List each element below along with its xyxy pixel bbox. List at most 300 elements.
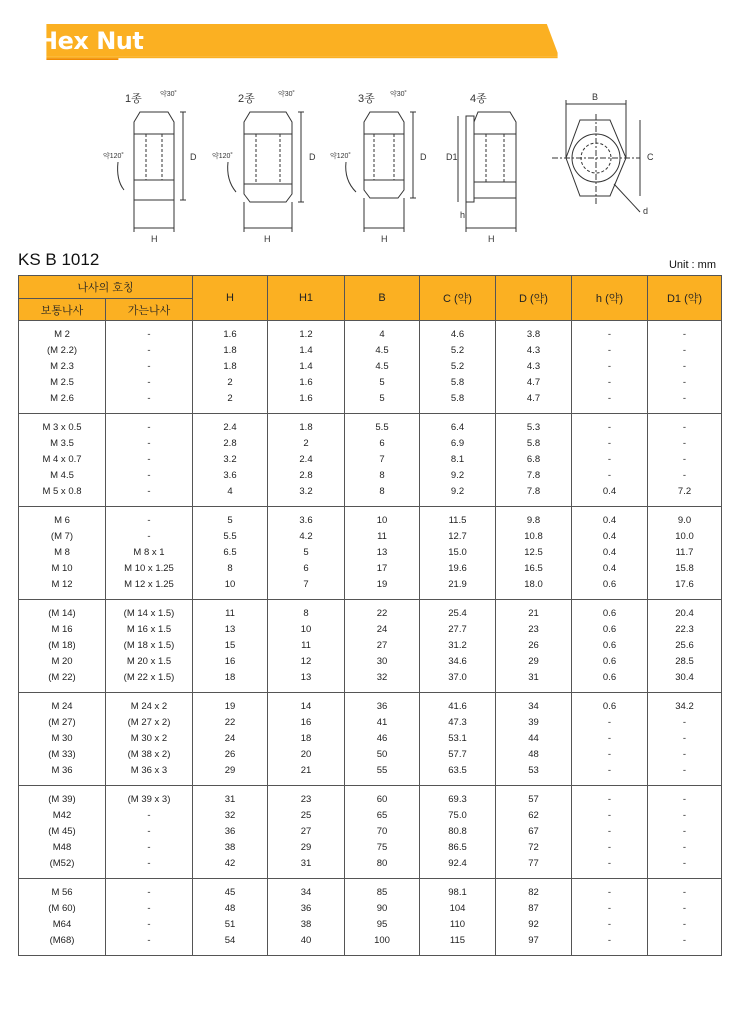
col-header-H1: H1 <box>268 276 345 321</box>
cell-value: 7.2 <box>677 486 692 497</box>
cell-value: - <box>147 810 151 821</box>
cell-value: 13 <box>300 672 312 683</box>
table-cell-fine <box>106 414 193 507</box>
cell-value: - <box>607 749 612 760</box>
cell-value: - <box>607 393 612 404</box>
cell-value: 21 <box>528 608 539 619</box>
cell-value: 0.6 <box>602 624 617 635</box>
cell-value: 87 <box>528 903 539 914</box>
cell-value: 45 <box>224 887 236 898</box>
cell-value: 20.4 <box>675 608 694 619</box>
cell-value: 15.0 <box>448 547 467 558</box>
cell-value: 0.6 <box>602 640 617 651</box>
cell-value: 10 <box>376 515 388 526</box>
cell-value: 9.2 <box>450 486 465 497</box>
table-cell-D1 <box>648 600 722 693</box>
cell-value: - <box>607 361 612 372</box>
cell-value: M 3.5 <box>50 438 74 449</box>
C-label: C <box>647 152 654 162</box>
cell-value: 5.5 <box>223 531 237 542</box>
cell-value: 18.0 <box>524 579 543 590</box>
table-cell-D <box>496 693 572 786</box>
cell-value: 92 <box>528 919 539 930</box>
cell-value: 7 <box>379 454 385 465</box>
table-cell-fine <box>106 321 193 414</box>
cell-value: 26 <box>528 640 539 651</box>
H-label-2: H <box>264 234 271 244</box>
cell-value: 11 <box>225 608 235 619</box>
cell-value: 31 <box>528 672 539 683</box>
angle-30-label-3: 약30˚ <box>390 91 407 98</box>
cell-value: 2.8 <box>299 470 313 481</box>
cell-value: 29 <box>528 656 539 667</box>
table-cell-B <box>345 414 420 507</box>
table-cell-h <box>572 507 648 600</box>
cell-value: 1.8 <box>299 422 313 433</box>
cell-value: 27 <box>300 826 312 837</box>
cell-value: 0.4 <box>602 547 617 558</box>
cell-value: - <box>607 438 612 449</box>
cell-value: 0.4 <box>602 515 617 526</box>
cell-value: 16 <box>300 717 312 728</box>
cell-value: - <box>147 515 151 526</box>
cell-value: - <box>682 717 687 728</box>
table-row-group <box>19 879 722 956</box>
D-label-2: D <box>309 152 316 162</box>
table-cell-normal <box>19 600 106 693</box>
cell-value: 95 <box>376 919 388 930</box>
table-cell-h <box>572 321 648 414</box>
cell-value: 12 <box>300 656 312 667</box>
cell-value: - <box>682 470 687 481</box>
angle-30-label: 약30˚ <box>160 91 177 98</box>
table-cell-C <box>420 693 496 786</box>
table-cell-fine <box>106 693 193 786</box>
cell-value: M48 <box>52 842 72 853</box>
col-header-D: D (약) <box>496 276 572 321</box>
cell-value: 2.4 <box>223 422 237 433</box>
cell-value: 1.2 <box>299 329 313 340</box>
cell-value: 6 <box>303 563 309 574</box>
table-cell-H <box>193 321 268 414</box>
cell-value: 2 <box>227 377 233 388</box>
cell-value: - <box>147 470 151 481</box>
cell-value: 8 <box>379 470 385 481</box>
cell-value: 38 <box>300 919 312 930</box>
table-cell-H1 <box>268 600 345 693</box>
cell-value: (M 39) <box>48 794 76 805</box>
table-row-group <box>19 507 722 600</box>
table-cell-H1 <box>268 786 345 879</box>
cell-value: 11 <box>377 531 387 542</box>
cell-value: - <box>607 794 612 805</box>
cell-value: M 4.5 <box>50 470 74 481</box>
cell-value: 16.5 <box>524 563 543 574</box>
cell-value: 5 <box>379 393 385 404</box>
cell-value: 86.5 <box>448 842 467 853</box>
cell-value: (M 38 x 2) <box>127 749 171 760</box>
cell-value: - <box>607 842 612 853</box>
cell-value: 5.5 <box>375 422 389 433</box>
cell-value: 54 <box>224 935 236 946</box>
cell-value: 40 <box>300 935 312 946</box>
cell-value: - <box>607 765 612 776</box>
table-cell-normal <box>19 693 106 786</box>
cell-value: 4.7 <box>526 393 541 404</box>
cell-value: 25.4 <box>448 608 467 619</box>
cell-value: 50 <box>376 749 388 760</box>
cell-value: 18 <box>300 733 312 744</box>
cell-value: - <box>147 345 151 356</box>
table-cell-C <box>420 507 496 600</box>
cell-value: 4.3 <box>526 361 541 372</box>
H-label-4: H <box>488 234 495 244</box>
cell-value: 82 <box>528 887 539 898</box>
table-row-group <box>19 786 722 879</box>
col-header-D1: D1 (약) <box>648 276 722 321</box>
cell-value: (M52) <box>49 858 75 869</box>
spec-table <box>18 275 722 956</box>
cell-value: 104 <box>449 903 466 914</box>
cell-value: M 8 x 1 <box>133 547 165 558</box>
type-4-label: 4종 <box>470 93 487 105</box>
cell-value: 4.5 <box>375 345 389 356</box>
cell-value: - <box>682 826 687 837</box>
cell-value: 55 <box>376 765 388 776</box>
D-label: D <box>190 152 197 162</box>
cell-value: 32 <box>376 672 388 683</box>
cell-value: - <box>682 438 687 449</box>
cell-value: 0.4 <box>602 486 617 497</box>
table-cell-h <box>572 786 648 879</box>
cell-value: 15 <box>224 640 236 651</box>
cell-value: 4 <box>227 486 233 497</box>
cell-value: 98.1 <box>448 887 467 898</box>
cell-value: 3.8 <box>526 329 541 340</box>
table-cell-normal <box>19 414 106 507</box>
cell-value: - <box>147 842 151 853</box>
cell-value: - <box>607 717 612 728</box>
cell-value: 5 <box>379 377 385 388</box>
cell-value: - <box>147 919 151 930</box>
col-header-fine-thread: 가는나사 <box>106 299 193 321</box>
table-cell-normal <box>19 507 106 600</box>
cell-value: - <box>682 393 687 404</box>
cell-value: - <box>607 345 612 356</box>
cell-value: - <box>682 810 687 821</box>
cell-value: 17 <box>376 563 388 574</box>
cell-value: - <box>147 393 151 404</box>
cell-value: 36 <box>224 826 236 837</box>
cell-value: 5 <box>303 547 309 558</box>
cell-value: - <box>682 887 687 898</box>
cell-value: 7 <box>303 579 309 590</box>
cell-value: 36 <box>300 903 312 914</box>
cell-value: 1.8 <box>223 361 237 372</box>
cell-value: (M 39 x 3) <box>127 794 171 805</box>
H-label: H <box>151 234 158 244</box>
cell-value: 32 <box>224 810 236 821</box>
cell-value: M 8 <box>54 547 70 558</box>
cell-value: 11 <box>301 640 311 651</box>
cell-value: 57.7 <box>448 749 467 760</box>
table-row-group <box>19 321 722 414</box>
table-cell-H <box>193 879 268 956</box>
table-cell-B <box>345 600 420 693</box>
cell-value: - <box>147 486 151 497</box>
table-cell-normal <box>19 786 106 879</box>
cell-value: - <box>682 422 687 433</box>
cell-value: 2 <box>227 393 233 404</box>
table-cell-D1 <box>648 693 722 786</box>
cell-value: 8 <box>379 486 385 497</box>
cell-value: 22.3 <box>675 624 694 635</box>
cell-value: M 2.5 <box>50 377 74 388</box>
type-2-label: 2종 <box>238 93 255 105</box>
cell-value: 37.0 <box>448 672 467 683</box>
cell-value: 11.7 <box>675 547 694 558</box>
thread-designation-header: 나사의 호칭 <box>19 276 193 299</box>
cell-value: (M 27) <box>48 717 76 728</box>
table-row-group <box>19 600 722 693</box>
table-cell-D <box>496 414 572 507</box>
nut-top-view <box>552 92 654 216</box>
cell-value: 65 <box>376 810 388 821</box>
cell-value: 29 <box>300 842 312 853</box>
cell-value: - <box>682 794 687 805</box>
cell-value: - <box>147 377 151 388</box>
cell-value: 41.6 <box>448 701 467 712</box>
cell-value: 30.4 <box>675 672 694 683</box>
cell-value: 1.6 <box>223 329 237 340</box>
table-cell-H <box>193 414 268 507</box>
cell-value: (M 22) <box>48 672 76 683</box>
cell-value: M 36 <box>51 765 73 776</box>
cell-value: 0.6 <box>602 656 617 667</box>
cell-value: 6.4 <box>450 422 465 433</box>
cell-value: M 3 x 0.5 <box>42 422 82 433</box>
cell-value: - <box>147 903 151 914</box>
cell-value: M 36 x 3 <box>130 765 168 776</box>
table-cell-normal <box>19 879 106 956</box>
table-cell-fine <box>106 600 193 693</box>
cell-value: - <box>607 810 612 821</box>
cell-value: 51 <box>224 919 236 930</box>
cell-value: 39 <box>528 717 539 728</box>
table-cell-C <box>420 879 496 956</box>
cell-value: - <box>682 842 687 853</box>
cell-value: (M 22 x 1.5) <box>123 672 175 683</box>
cell-value: 25.6 <box>675 640 694 651</box>
type-1-label: 1종 <box>125 93 142 105</box>
cell-value: M 12 x 1.25 <box>124 579 174 590</box>
cell-value: 0.6 <box>602 672 617 683</box>
table-cell-D <box>496 321 572 414</box>
table-cell-fine <box>106 786 193 879</box>
angle-120-label: 약120˚ <box>103 153 124 160</box>
table-cell-B <box>345 693 420 786</box>
cell-value: - <box>682 935 687 946</box>
type-3-label: 3종 <box>358 93 375 105</box>
cell-value: - <box>682 903 687 914</box>
cell-value: 53.1 <box>448 733 467 744</box>
cell-value: 23 <box>300 794 312 805</box>
cell-value: 34 <box>300 887 312 898</box>
cell-value: 100 <box>374 935 390 946</box>
cell-value: M 10 x 1.25 <box>124 563 174 574</box>
cell-value: M 10 <box>51 563 73 574</box>
cell-value: - <box>607 826 612 837</box>
cell-value: 75 <box>376 842 388 853</box>
cell-value: 6 <box>379 438 385 449</box>
cell-value: 42 <box>224 858 236 869</box>
cell-value: (M 60) <box>48 903 76 914</box>
cell-value: 53 <box>528 765 539 776</box>
cell-value: 0.6 <box>602 608 617 619</box>
cell-value: 62 <box>528 810 539 821</box>
cell-value: 26 <box>224 749 236 760</box>
cell-value: 9.8 <box>526 515 541 526</box>
cell-value: - <box>682 858 687 869</box>
cell-value: 22 <box>224 717 236 728</box>
cell-value: 5.2 <box>450 345 465 356</box>
cell-value: M 30 x 2 <box>130 733 168 744</box>
table-cell-fine <box>106 879 193 956</box>
cell-value: - <box>147 454 151 465</box>
cell-value: - <box>147 422 151 433</box>
table-cell-H1 <box>268 693 345 786</box>
cell-value: - <box>682 454 687 465</box>
cell-value: 36 <box>376 701 388 712</box>
cell-value: - <box>607 919 612 930</box>
cell-value: M 56 <box>51 887 73 898</box>
cell-value: 25 <box>300 810 312 821</box>
cell-value: 21.9 <box>448 579 467 590</box>
cell-value: 7.8 <box>526 470 541 481</box>
table-cell-C <box>420 321 496 414</box>
page-title: Hex Nut <box>38 27 144 55</box>
cell-value: - <box>682 329 687 340</box>
cell-value: 3.6 <box>299 515 313 526</box>
cell-value: 19 <box>376 579 388 590</box>
cell-value: 16 <box>224 656 236 667</box>
cell-value: 70 <box>376 826 388 837</box>
cell-value: 67 <box>528 826 539 837</box>
cell-value: 48 <box>224 903 236 914</box>
table-cell-fine <box>106 507 193 600</box>
cell-value: M42 <box>52 810 72 821</box>
cell-value: - <box>607 903 612 914</box>
cell-value: 80.8 <box>448 826 467 837</box>
cell-value: M 2 <box>54 329 70 340</box>
cell-value: 0.6 <box>602 701 617 712</box>
cell-value: 6.5 <box>223 547 237 558</box>
cell-value: M 6 <box>54 515 70 526</box>
table-cell-h <box>572 600 648 693</box>
cell-value: 6.8 <box>526 454 541 465</box>
cell-value: 48 <box>528 749 539 760</box>
cell-value: (M 45) <box>48 826 76 837</box>
cell-value: 77 <box>528 858 539 869</box>
table-cell-H1 <box>268 879 345 956</box>
nut-type-2 <box>212 89 316 244</box>
cell-value: 5.8 <box>526 438 541 449</box>
table-cell-H <box>193 507 268 600</box>
cell-value: 34.2 <box>675 701 694 712</box>
cell-value: 23 <box>528 624 539 635</box>
cell-value: - <box>682 361 687 372</box>
cell-value: M 12 <box>51 579 73 590</box>
table-cell-C <box>420 786 496 879</box>
table-cell-D1 <box>648 414 722 507</box>
standard-code: KS B 1012 <box>18 250 100 269</box>
cell-value: 92.4 <box>448 858 467 869</box>
cell-value: - <box>607 422 612 433</box>
table-cell-h <box>572 879 648 956</box>
cell-value: (M 18) <box>48 640 76 651</box>
cell-value: - <box>607 377 612 388</box>
col-header-B: B <box>345 276 420 321</box>
cell-value: - <box>607 329 612 340</box>
cell-value: 110 <box>449 919 466 930</box>
table-cell-D <box>496 786 572 879</box>
col-header-H: H <box>193 276 268 321</box>
cell-value: M 16 <box>51 624 73 635</box>
cell-value: 19.6 <box>448 563 467 574</box>
cell-value: 27.7 <box>448 624 467 635</box>
cell-value: 1.6 <box>299 377 313 388</box>
angle-120-label-3: 약120˚ <box>330 153 351 160</box>
cell-value: 10 <box>224 579 236 590</box>
table-cell-D <box>496 879 572 956</box>
cell-value: 115 <box>449 935 466 946</box>
nut-type-4 <box>446 92 516 244</box>
cell-value: 97 <box>528 935 539 946</box>
cell-value: M 24 x 2 <box>130 701 168 712</box>
cell-value: 8 <box>227 563 233 574</box>
cell-value: 24 <box>376 624 388 635</box>
cell-value: 4.2 <box>299 531 313 542</box>
cell-value: - <box>147 935 151 946</box>
cell-value: 24 <box>224 733 236 744</box>
table-cell-H1 <box>268 507 345 600</box>
cell-value: 3.6 <box>223 470 237 481</box>
cell-value: 60 <box>376 794 388 805</box>
cell-value: 5 <box>227 515 233 526</box>
cell-value: 13 <box>224 624 236 635</box>
cell-value: 9.2 <box>450 470 465 481</box>
B-label: B <box>592 92 599 102</box>
table-cell-h <box>572 693 648 786</box>
cell-value: 34 <box>528 701 539 712</box>
cell-value: - <box>607 935 612 946</box>
angle-120-label-2: 약120˚ <box>212 153 233 160</box>
d-label: d <box>643 206 649 216</box>
angle-30-label-2: 약30˚ <box>278 91 295 98</box>
table-cell-D1 <box>648 879 722 956</box>
cell-value: M 2.6 <box>50 393 74 404</box>
cell-value: - <box>682 919 687 930</box>
table-cell-H1 <box>268 321 345 414</box>
cell-value: M 5 x 0.8 <box>42 486 82 497</box>
table-cell-H <box>193 600 268 693</box>
cell-value: - <box>682 377 687 388</box>
cell-value: 14 <box>300 701 312 712</box>
cell-value: - <box>147 531 151 542</box>
cell-value: 15.8 <box>675 563 694 574</box>
cell-value: 90 <box>376 903 388 914</box>
cell-value: 2 <box>303 438 309 449</box>
